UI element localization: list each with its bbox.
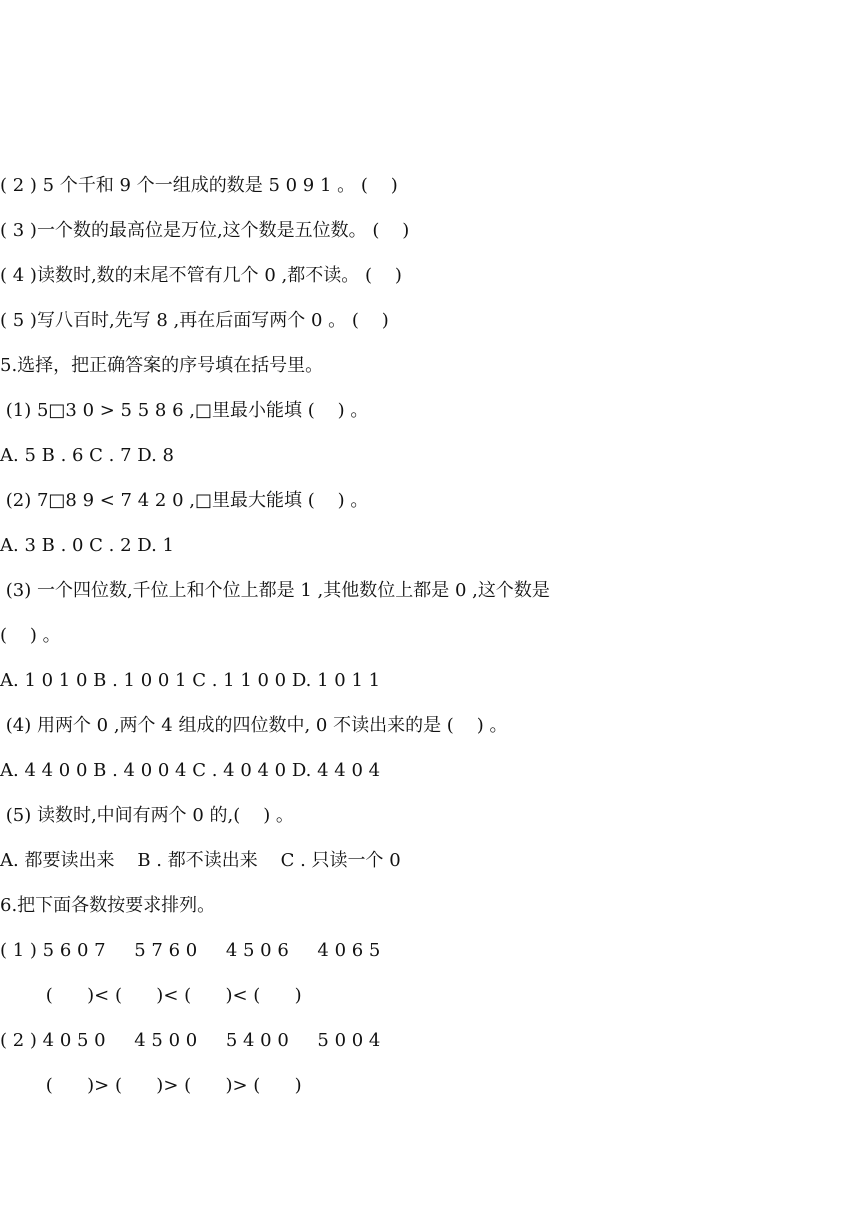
judge-item-4: ( 4 )读数时,数的末尾不管有几个 0 ,都不读。 ( ) (0, 265, 402, 286)
order-numbers-2: ( 2 ) 4 0 5 0 4 5 0 0 5 4 0 0 5 0 0 4 (0, 1030, 381, 1051)
order-blanks-1: ( )< ( )< ( )< ( ) (0, 985, 302, 1006)
choice-question-4: (4) 用两个 0 ,两个 4 组成的四位数中, 0 不读出来的是 ( ) 。 (0, 715, 508, 736)
judge-item-2: ( 2 ) 5 个千和 9 个一组成的数是 5 0 9 1 。 ( ) (0, 175, 398, 196)
judge-item-3: ( 3 )一个数的最高位是万位,这个数是五位数。 ( ) (0, 220, 410, 241)
order-blanks-2: ( )> ( )> ( )> ( ) (0, 1075, 302, 1096)
choice-question-1: (1) 5□3 0 > 5 5 8 6 ,□里最小能填 ( ) 。 (0, 400, 369, 421)
choice-question-5: (5) 读数时,中间有两个 0 的,( ) 。 (0, 805, 294, 826)
choice-question-3: (3) 一个四位数,千位上和个位上都是 1 ,其他数位上都是 0 ,这个数是 (0, 580, 550, 601)
choice-question-2: (2) 7□8 9 < 7 4 2 0 ,□里最大能填 ( ) 。 (0, 490, 369, 511)
choice-options-3: A. 1 0 1 0 B . 1 0 0 1 C . 1 1 0 0 D. 1 0 1 1 (0, 670, 381, 691)
choice-options-1: A. 5 B . 6 C . 7 D. 8 (0, 445, 174, 466)
choice-options-5: A. 都要读出来 B . 都不读出来 C . 只读一个 0 (0, 850, 401, 871)
section-6-heading: 6.把下面各数按要求排列。 (0, 895, 216, 916)
section-5-heading: 5.选择，把正确答案的序号填在括号里。 (0, 355, 324, 376)
order-numbers-1: ( 1 ) 5 6 0 7 5 7 6 0 4 5 0 6 4 0 6 5 (0, 940, 381, 961)
choice-options-4: A. 4 4 0 0 B . 4 0 0 4 C . 4 0 4 0 D. 4 4 0 4 (0, 760, 381, 781)
choice-question-3-cont: ( ) 。 (0, 625, 61, 646)
judge-item-5: ( 5 )写八百时,先写 8 ,再在后面写两个 0 。 ( ) (0, 310, 389, 331)
choice-options-2: A. 3 B . 0 C . 2 D. 1 (0, 535, 174, 556)
